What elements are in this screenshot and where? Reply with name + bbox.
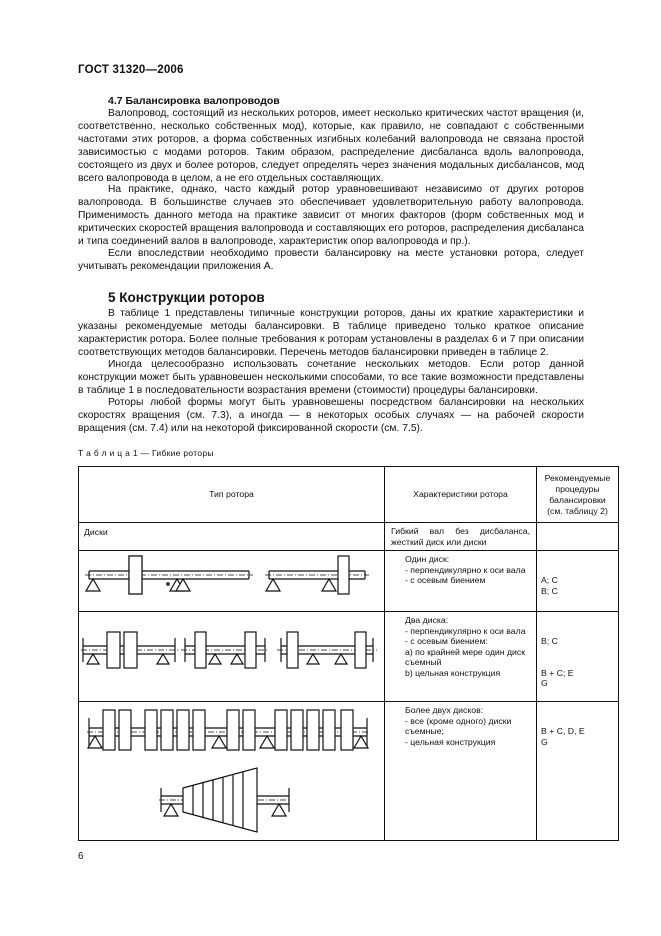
tapered-rotor — [159, 768, 291, 832]
two-disk-rotors-drawing — [79, 612, 383, 698]
paragraph: Если впоследствии необходимо провести балансировку на месте установки ротора, следует учитывать рекомендации приложения А. — [78, 248, 584, 272]
procedure-code: В; С — [541, 636, 558, 646]
disk-shape — [129, 556, 142, 594]
more-disks-item: - цельная конструкция — [405, 736, 496, 747]
two-disks-drawing-cell — [79, 612, 385, 702]
paragraph: Роторы любой формы могут быть уравновешены посредством балансировки на нескольких скоростях вращения (см. 7.3), а иногда — в некоторых особых случаях — на рабочей скорости вращения (см. 7.4) или на некоторой фиксированной скорости (см. 7.5). — [78, 397, 584, 434]
page-number: 6 — [78, 851, 84, 862]
multi-disk-rotor — [87, 710, 369, 750]
more-disks-drawing-cell — [79, 702, 385, 841]
table-row — [79, 551, 619, 612]
disk-shape — [338, 556, 349, 594]
section-5-title: 5 Конструкции роторов — [108, 290, 265, 305]
one-disk-drawing-cell — [79, 551, 385, 612]
more-disks-characteristics — [385, 702, 537, 841]
two-disk-rotor — [277, 632, 377, 668]
table-caption: Т а б л и ц а 1 — Гибкие роторы — [78, 448, 214, 458]
multi-disk-rotors-drawing — [79, 702, 383, 834]
bearing-support — [322, 579, 336, 591]
more-disks-procedures — [537, 702, 619, 841]
document-header: ГОСТ 31320—2006 — [78, 64, 184, 76]
paragraph: На практике, однако, часто каждый ротор уравновешивают независимо от других роторов валопровода. В большинстве случаев это обеспечивает удовлетворительную работу валопровода. Применимость данного метода на практике зависит от многих факторов (форм собственных мод и критических скоростей вращения валопровода и составляющих его роторов, распределения дисбаланса и типа соединений валов в валопроводе, характеристик опор валопровода и пр.). — [78, 184, 584, 247]
bearing-support — [86, 579, 100, 591]
procedure-code: G — [541, 678, 548, 689]
one-disk-title: Один диск: — [405, 554, 450, 564]
two-disks-procedures — [537, 612, 619, 702]
one-disk-item: - с осевым биением — [405, 575, 486, 586]
two-disk-rotor — [81, 632, 179, 668]
two-disk-rotor — [181, 632, 269, 668]
two-disks-title: Два диска: — [405, 615, 449, 625]
procedure-code: В + С; Е — [541, 667, 574, 678]
bearing-support — [266, 579, 280, 591]
section-4-7-title: 4.7 Балансировка валопроводов — [108, 95, 280, 107]
paragraph: Валопровод, состоящий из нескольких роторов, имеет несколько критических частот вращения (и, соответственно, несколько собственных мод), которые, как правило, не совпадают с собственными частотами этих роторов, а форма собственных изгибных колебаний валопровода не связана простой зависимостью с модами роторов. Таким образом, распределение дисбаланса вдоль валопровода, состоящего из двух и более роторов, следует определять через значения модальных дисбалансов, мод всего валопровода в целом, а не его отдельных составляющих. — [78, 108, 584, 184]
rotor-types-table — [78, 466, 619, 841]
table-header-row — [79, 467, 619, 523]
procedure-code: В; С — [541, 585, 558, 596]
table-row — [79, 523, 619, 551]
one-disk-item: - перпендикулярно к оси вала — [405, 564, 526, 575]
table-row — [79, 702, 619, 841]
paragraph: В таблице 1 представлены типичные конструкции роторов, даны их краткие характеристики и указаны рекомендуемые методы балансировки. В таблице приведено только краткое описание характеристик ротора. Более полные требования к роторам установлены в разделах 6 и 7 при описании соответствующих методов балансировки. Перечень методов балансировки приведен в таблице 2. — [78, 308, 584, 358]
two-disks-item: а) по крайней мере один диск съемный — [405, 646, 526, 668]
one-disk-rotors-drawing — [79, 551, 383, 609]
procedure-code: А; С — [541, 575, 558, 585]
two-disks-item: b) цельная конструкция — [405, 667, 501, 678]
one-disk-characteristics — [385, 551, 537, 612]
more-disks-item: - все (кроме одного) диски съемные; — [405, 715, 512, 737]
two-disks-characteristics — [385, 612, 537, 702]
procedure-code: В + С, D, Е — [541, 726, 585, 736]
header-rotor-type: Тип ротора — [79, 467, 385, 523]
group-name: Диски — [79, 523, 385, 551]
more-disks-title: Более двух дисков: — [405, 705, 484, 715]
paragraph: Иногда целесообразно использовать сочетание нескольких методов. Если ротор данной конструкции может быть уравновешен несколькими способами, то все такие возможности представлены в таблице 1 в последовательности возрастания времени (стоимости) процедуры балансировки. — [78, 359, 584, 396]
table-row — [79, 612, 619, 702]
two-disks-item: - перпендикулярно к оси вала — [405, 625, 526, 636]
two-disks-item: - с осевым биением: — [405, 636, 488, 647]
one-disk-procedures — [537, 551, 619, 612]
group-description: Гибкий вал без дисбаланса, жесткий диск или диски — [385, 523, 537, 551]
header-characteristics: Характеристики ротора — [385, 467, 537, 523]
header-procedures: Рекомендуемые процедуры балансировки (см. таблицу 2) — [537, 467, 619, 523]
procedure-code: G — [541, 736, 548, 747]
